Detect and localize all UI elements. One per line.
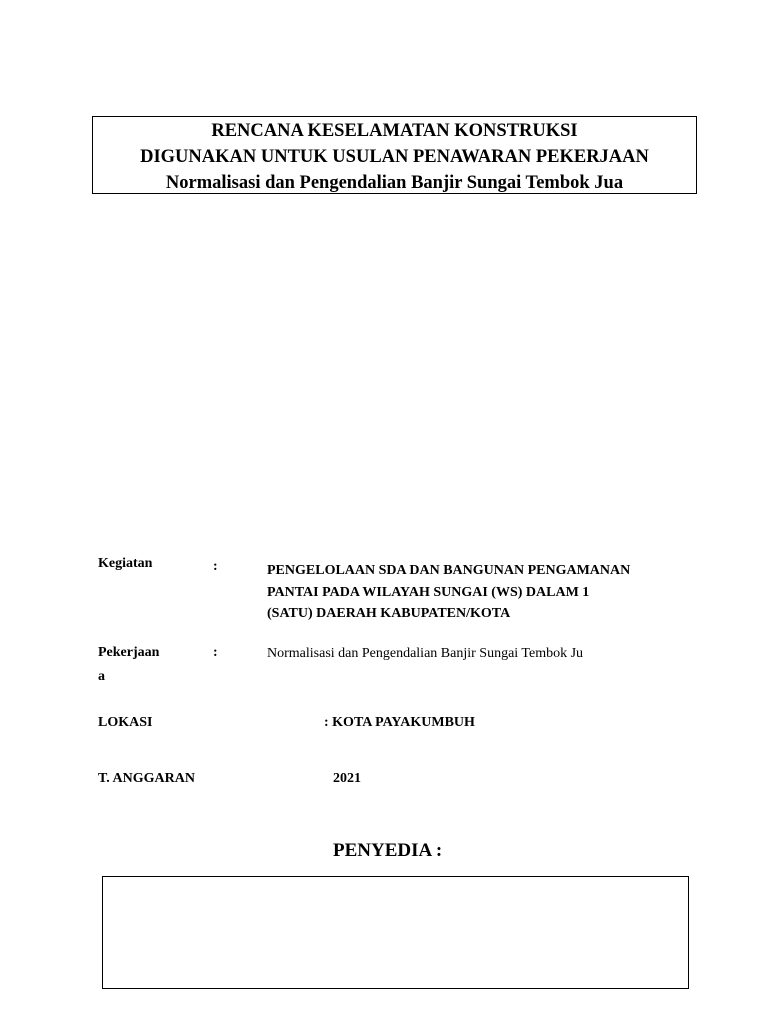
- kegiatan-label: Kegiatan: [98, 556, 153, 571]
- pekerjaan-colon: :: [213, 645, 218, 660]
- title-line-1: RENCANA KESELAMATAN KONSTRUKSI: [211, 121, 578, 141]
- lokasi-label: LOKASI: [98, 715, 153, 730]
- lokasi-value: : KOTA PAYAKUMBUH: [324, 715, 475, 730]
- anggaran-value: 2021: [333, 771, 361, 786]
- pekerjaan-label-line-1: Pekerjaan: [98, 645, 160, 660]
- pekerjaan-label: [98, 641, 159, 689]
- kegiatan-value: [267, 560, 630, 625]
- title-line-3: Normalisasi dan Pengendalian Banjir Sungai Tembok Jua: [165, 173, 624, 193]
- title-line-2: DIGUNAKAN UNTUK USULAN PENAWARAN PEKERJAAN: [140, 147, 649, 167]
- anggaran-label: T. ANGGARAN: [98, 771, 195, 786]
- pekerjaan-label-line-2: a: [98, 669, 105, 684]
- kegiatan-value-line-1: PENGELOLAAN SDA DAN BANGUNAN PENGAMANAN: [267, 563, 631, 578]
- document-title-box: [92, 116, 697, 194]
- kegiatan-value-line-2: PANTAI PADA WILAYAH SUNGAI (WS) DALAM 1: [267, 584, 590, 600]
- kegiatan-colon: :: [213, 559, 218, 574]
- pekerjaan-value: Normalisasi dan Pengendalian Banjir Sungai Tembok Ju: [267, 646, 584, 661]
- penyedia-heading: PENYEDIA :: [333, 840, 443, 861]
- kegiatan-value-line-3: (SATU) DAERAH KABUPATEN/KOTA: [267, 606, 511, 621]
- penyedia-box: [102, 876, 689, 989]
